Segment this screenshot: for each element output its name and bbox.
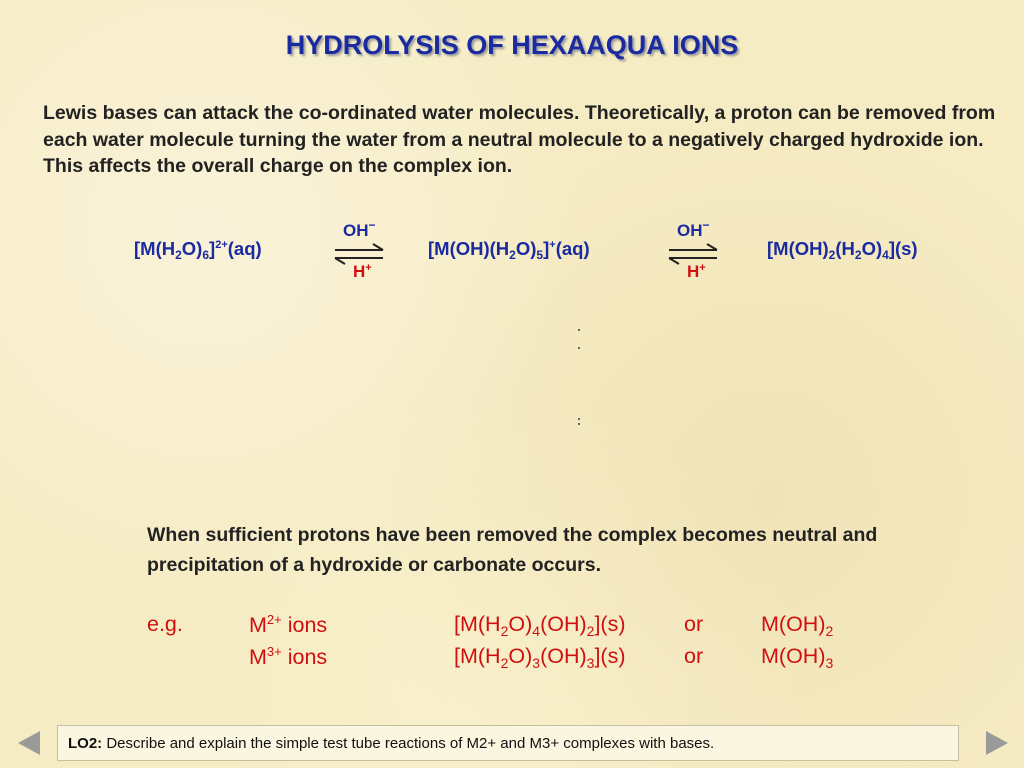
example-m2-hydroxide: $M(OH)_2$ bbox=[761, 612, 834, 639]
example-m3-ions: $M^{3+}$ ions bbox=[249, 644, 328, 669]
intro-paragraph: Lewis bases can attack the co-ordinated water molecules. Theoretically, a proton can be removed from each water molecule turning the water from a neutral molecule to a negatively charged hydroxide ion. This affects the overall charge on the complex ion. bbox=[43, 102, 996, 177]
lo-text: Describe and explain the simple test tube reactions of M2+ and M3+ complexes with bases. bbox=[106, 735, 715, 752]
reagent-proton-1: H+ bbox=[353, 262, 372, 281]
example-or: or bbox=[684, 644, 704, 668]
example-or: or bbox=[684, 612, 704, 636]
explanation-paragraph: When sufficient protons have been removed the complex becomes neutral and precipitation of a hydroxide or carbonate occurs. bbox=[147, 524, 878, 576]
example-m2-complex: $[M(H_2O)_4(OH)_2](s)$ bbox=[454, 612, 626, 639]
stray-mark bbox=[578, 329, 580, 331]
species-hexaaqua: $[M(H_2O)_6]^{2+}(aq)$ bbox=[134, 238, 262, 262]
species-monohydroxo: $[M(OH)(H_2O)_5]^+(aq)$ bbox=[428, 238, 590, 262]
reagent-hydroxide-2: OH− bbox=[677, 218, 710, 240]
next-slide-icon[interactable] bbox=[984, 729, 1010, 757]
stray-mark bbox=[578, 423, 580, 425]
reagent-proton-2: H+ bbox=[687, 262, 706, 281]
example-m3-hydroxide: $M(OH)_3$ bbox=[761, 644, 834, 671]
example-label: e.g. bbox=[147, 612, 183, 636]
lo-label: LO2: bbox=[68, 735, 103, 752]
learning-objective-bar bbox=[57, 725, 959, 761]
reagent-hydroxide-1: OH− bbox=[343, 218, 376, 240]
example-m2-ions: $M^{2+}$ ions bbox=[249, 612, 328, 637]
example-m3-complex: $[M(H_2O)_3(OH)_3](s)$ bbox=[454, 644, 626, 671]
page-title: HYDROLYSIS OF HEXAAQUA IONS bbox=[285, 30, 739, 60]
species-dihydroxo: $[M(OH)_2(H_2O)_4](s)$ bbox=[767, 238, 918, 262]
stray-mark bbox=[578, 347, 580, 349]
previous-slide-icon[interactable] bbox=[16, 729, 42, 757]
stray-mark bbox=[578, 418, 580, 420]
